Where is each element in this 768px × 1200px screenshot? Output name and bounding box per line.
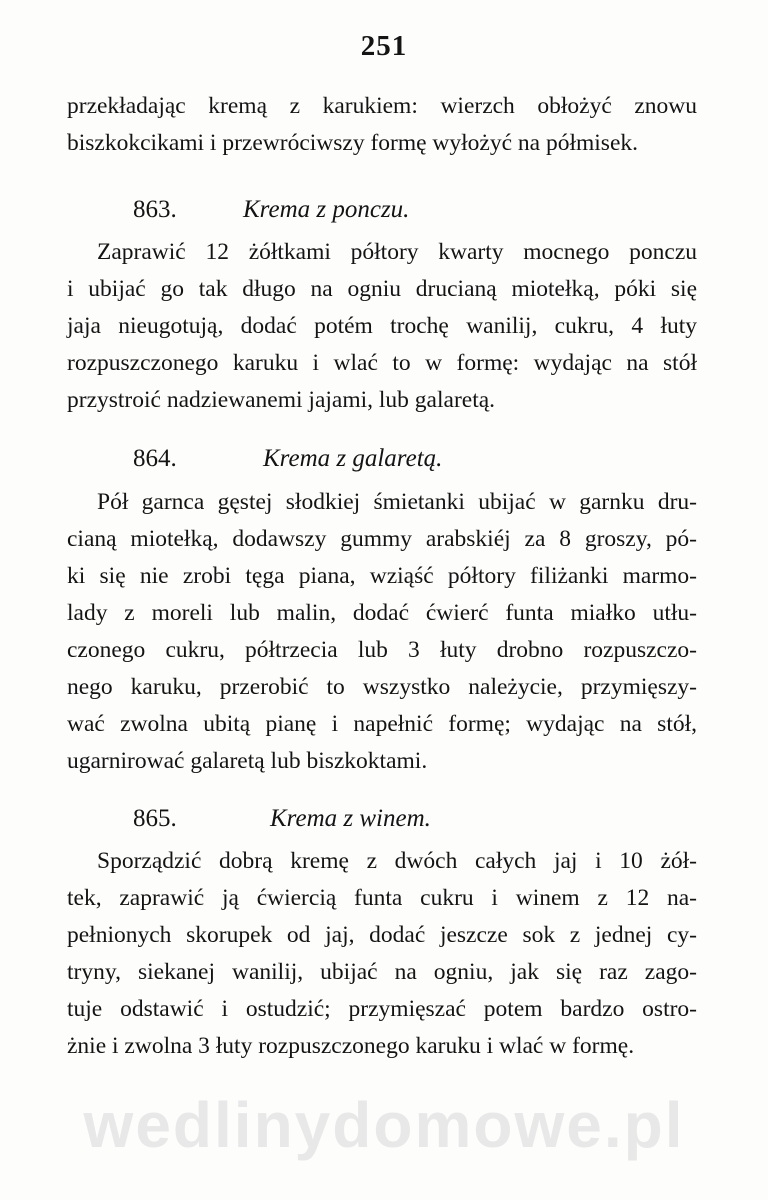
- text-line: przystroić nadziewanemi jajami, lub galaretą.: [67, 387, 496, 413]
- text-line: pełnionych skorupek od jaj, dodać jeszcze sok z jednej cy-: [67, 922, 697, 948]
- text-line: lady z moreli lub malin, dodać ćwierć funta miałko utłu-: [67, 600, 697, 626]
- watermark: wedlinydomowe.pl: [83, 1089, 685, 1161]
- text-line: Sporządzić dobrą kremę z dwóch całych jaj i 10 żół-: [97, 848, 697, 874]
- recipe-number: 863.: [133, 196, 177, 223]
- recipe-title: Krema z ponczu.: [243, 196, 410, 223]
- text-line: tuje odstawić i ostudzić; przymięszać potem bardzo ostro-: [67, 996, 697, 1022]
- text-line: przekładając kremą z karukiem: wierzch obłożyć znowu: [67, 93, 697, 119]
- text-line: ki się nie zrobi tęga piana, wziąść półtory filiżanki marmo-: [67, 563, 697, 589]
- text-line: nego karuku, przerobić to wszystko należycie, przymięszy-: [67, 674, 697, 700]
- intro-paragraph: [67, 88, 697, 162]
- text-line: tek, zaprawić ją ćwiercią funta cukru i winem z 12 na-: [67, 885, 697, 911]
- recipe-heading-865: [0, 799, 768, 839]
- recipe-number: 864.: [133, 445, 177, 472]
- text-line: tryny, siekanej wanilij, ubijać na ogniu, jak się raz zago-: [67, 959, 697, 985]
- text-line: ugarnirować galaretą lub biszkoktami.: [67, 748, 428, 774]
- recipe-body-863: [67, 234, 697, 419]
- recipe-title: Krema z winem.: [270, 805, 431, 832]
- text-line: cianą miotełką, dodawszy gummy arabskiéj za 8 groszy, pó-: [67, 526, 697, 552]
- text-line: jaja nieugotują, dodać potém trochę wanilij, cukru, 4 łuty: [67, 313, 697, 339]
- page-number: 251: [360, 30, 408, 62]
- text-line: biszkokcikami i przewróciwszy formę wyłożyć na półmisek.: [67, 130, 639, 156]
- recipe-heading-864: [0, 439, 768, 479]
- text-line: żnie i zwolna 3 łuty rozpuszczonego karuku i wlać w formę.: [67, 1033, 635, 1059]
- recipe-heading-863: [0, 190, 768, 230]
- text-line: i ubijać go tak długo na ogniu drucianą miotełką, póki się: [67, 276, 697, 302]
- text-line: rozpuszczonego karuku i wlać to w formę: wydając na stół: [67, 350, 697, 376]
- recipe-title: Krema z galaretą.: [263, 445, 443, 472]
- text-line: Pół garnca gęstej słodkiej śmietanki ubijać w garnku dru-: [97, 489, 697, 515]
- recipe-body-864: [67, 484, 697, 780]
- recipe-number: 865.: [133, 805, 177, 832]
- recipe-body-865: [67, 843, 697, 1065]
- text-line: czonego cukru, półtrzecia lub 3 łuty drobno rozpuszczo-: [67, 637, 697, 663]
- text-line: Zaprawić 12 żółtkami półtory kwarty mocnego ponczu: [97, 239, 697, 265]
- text-line: wać zwolna ubitą pianę i napełnić formę; wydając na stół,: [67, 711, 697, 737]
